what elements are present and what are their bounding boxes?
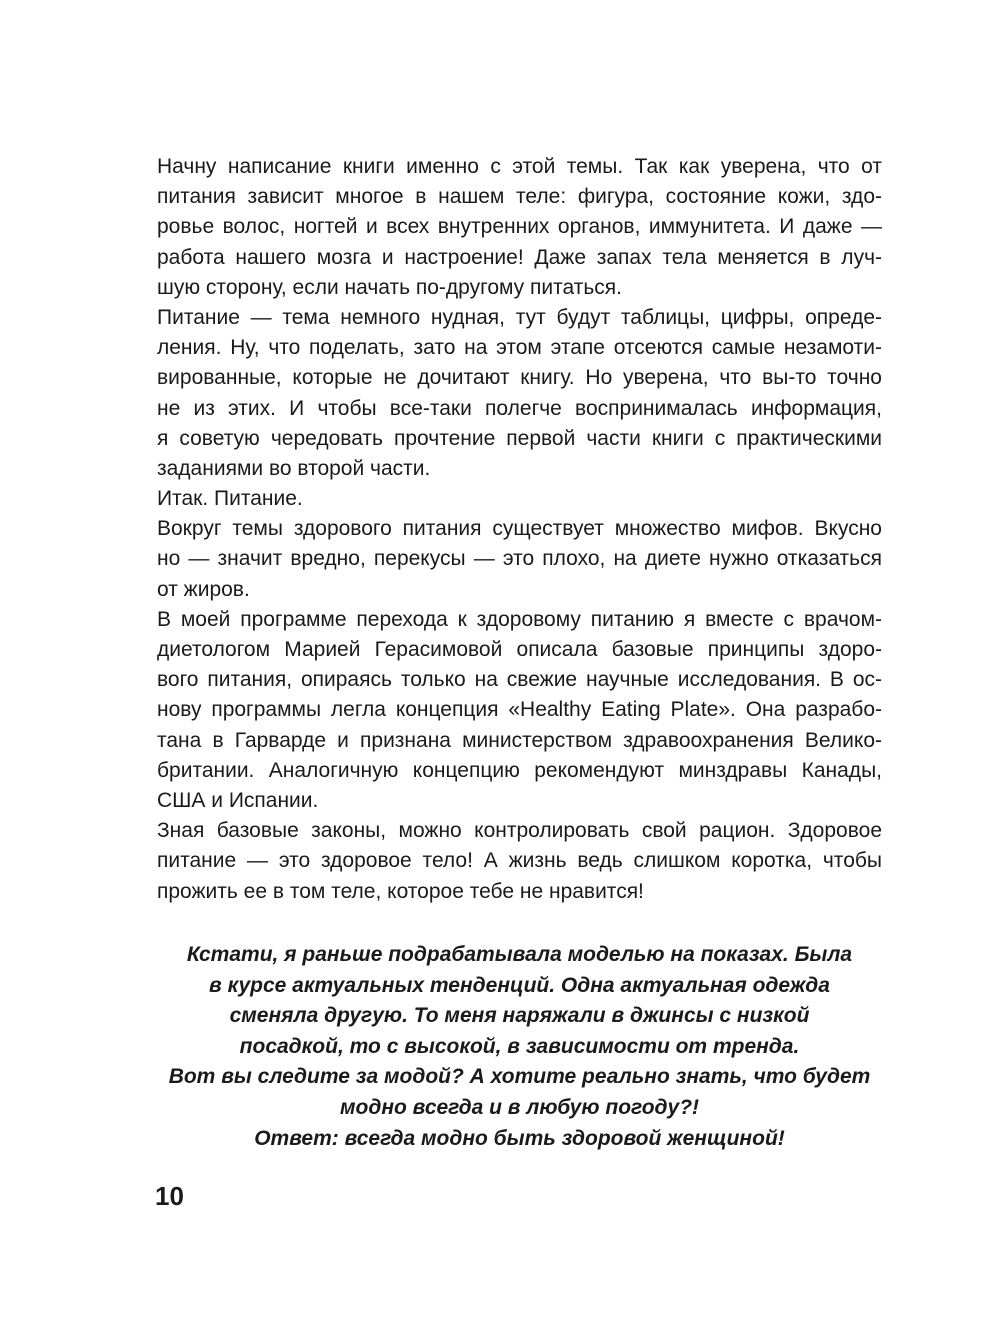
paragraph-1-line-3: ровье волос, ногтей и всех внутренних органов, иммунитета. И даже —: [157, 215, 882, 239]
paragraph-5-line-4: нову программы легла концепция «Healthy Eating Plate». Она разрабо-: [157, 698, 882, 722]
paragraph-5-line-3: вого питания, опираясь только на свежие научные исследования. В ос-: [157, 668, 882, 692]
paragraph-3-line-1: Итак. Питание.: [157, 487, 303, 511]
quote-line-3: сменяла другую. То меня наряжали в джинсы с низкой: [229, 1004, 810, 1028]
paragraph-6-line-2: питание — это здоровое тело! А жизнь ведь слишком коротка, чтобы: [157, 849, 882, 873]
pull-quote: [157, 940, 882, 1154]
paragraph-2-line-6: заданиями во второй части.: [157, 456, 431, 480]
paragraph-2-line-1: Питание — тема немного нудная, тут будут таблицы, цифры, опреде-: [157, 305, 882, 329]
paragraph-2-line-4: не из этих. И чтобы все-таки полегче воспринималась информация,: [157, 396, 882, 420]
paragraph-5-line-7: США и Испании.: [157, 788, 319, 812]
paragraph-1-line-2: питания зависит многое в нашем теле: фигура, состояние кожи, здо-: [157, 185, 882, 209]
paragraph-4-line-1: Вокруг темы здорового питания существует множество мифов. Вкусно: [157, 517, 882, 541]
quote-line-6: модно всегда и в любую погоду?!: [339, 1095, 700, 1119]
paragraph-2-line-3: вированные, которые не дочитают книгу. Но уверена, что вы-то точно: [157, 366, 882, 390]
paragraph-5-line-1: В моей программе перехода к здоровому питанию я вместе с врачом-: [157, 607, 882, 631]
paragraph-4-line-2: но — значит вредно, перекусы — это плохо, на диете нужно отказаться: [157, 547, 882, 571]
paragraph-5-line-2: диетологом Марией Герасимовой описала базовые принципы здоро-: [157, 638, 882, 661]
paragraph-5-line-5: тана в Гарварде и признана министерством здравоохранения Велико-: [157, 728, 882, 752]
paragraph-1-line-1: Начну написание книги именно с этой темы. Так как уверена, что от: [157, 155, 882, 178]
paragraph-2-line-2: ления. Ну, что поделать, зато на этом этапе отсеются самые незамоти-: [157, 336, 882, 360]
paragraph-5-line-6: британии. Аналогичную концепцию рекомендуют минздравы Канады,: [157, 758, 882, 782]
paragraph-6-line-1: Зная базовые законы, можно контролировать свой рацион. Здоровое: [157, 819, 882, 843]
paragraph-2-line-5: я советую чередовать прочтение первой части книги с практическими: [157, 426, 882, 450]
quote-line-7: Ответ: всегда модно быть здоровой женщиной!: [254, 1126, 785, 1150]
paragraph-1-line-4: работа нашего мозга и настроение! Даже запах тела меняется в луч-: [157, 245, 882, 269]
quote-line-1: Кстати, я раньше подрабатывала моделью на показах. Была: [186, 943, 853, 966]
quote-line-5: Вот вы следите за модой? А хотите реально знать, что будет: [168, 1065, 871, 1089]
page-number: 10: [155, 1181, 184, 1211]
quote-line-2: в курсе актуальных тенденций. Одна актуальная одежда: [209, 973, 830, 997]
paragraph-4-line-3: от жиров.: [157, 577, 250, 601]
paragraph-1-line-5: шую сторону, если начать по-другому питаться.: [157, 275, 622, 299]
body-text: [157, 152, 882, 907]
quote-line-4: посадкой, то с высокой, в зависимости от тренда.: [239, 1034, 800, 1058]
paragraph-6-line-3: прожить ее в том теле, которое тебе не нравится!: [157, 879, 644, 903]
